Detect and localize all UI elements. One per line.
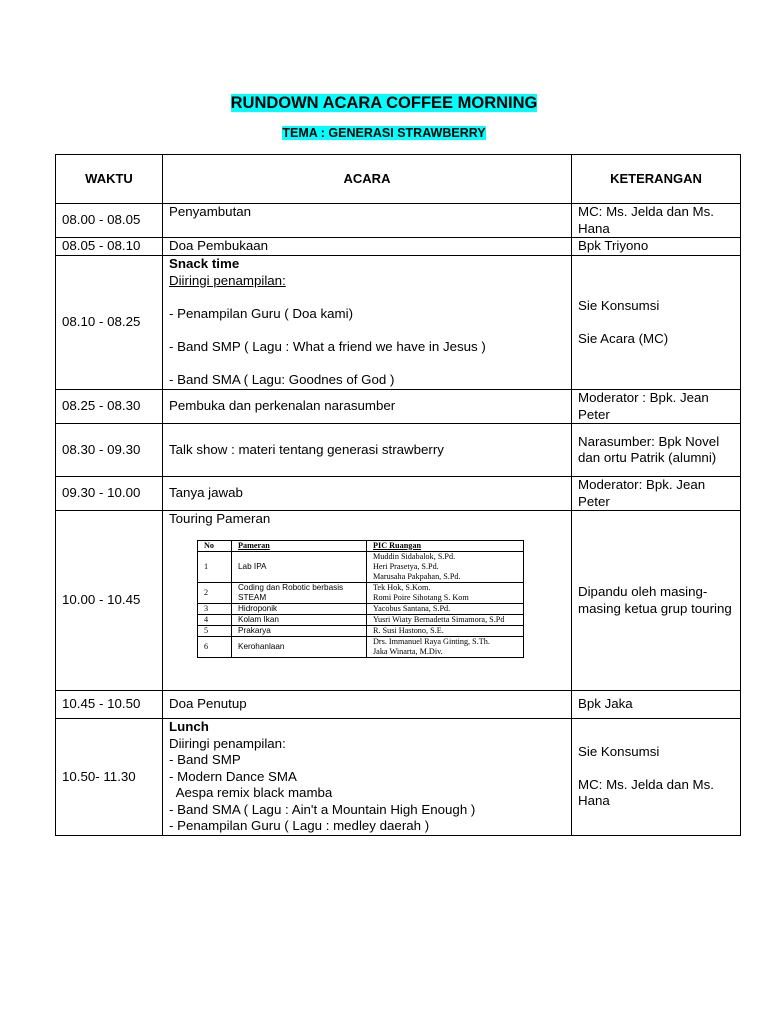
pameran-name: Prakarya: [232, 625, 367, 636]
acara-heading: Touring Pameran: [169, 511, 271, 526]
pic-name: Muddin Sidabalok, S.Pd.: [373, 551, 456, 561]
pameran-row: [198, 636, 524, 657]
pic-name: Heri Prasetya, S.Pd.: [373, 561, 439, 571]
pameran-name: Hidroponik: [232, 603, 367, 614]
header-waktu: WAKTU: [56, 155, 163, 204]
keterangan-cell: [572, 256, 741, 390]
pameran-row: [198, 551, 524, 582]
table-row: [56, 511, 741, 691]
table-row: [56, 691, 741, 719]
time-cell: 08.30 - 09.30: [56, 424, 163, 477]
pameran-row: [198, 582, 524, 603]
acara-heading: Snack time: [169, 256, 240, 271]
pameran-pic: Yusri Wiaty Bernadetta Simamora, S.Pd: [367, 614, 524, 625]
time-cell: 08.10 - 08.25: [56, 256, 163, 390]
pameran-row: [198, 625, 524, 636]
list-item: - Band SMP: [169, 752, 241, 767]
list-item: Aespa remix black mamba: [169, 785, 333, 800]
pic-name: Tek Hok, S.Kom.: [373, 582, 431, 592]
acara-cell: [163, 719, 572, 836]
table-row: [56, 390, 741, 424]
acara-subheading: Diiringi penampilan:: [169, 272, 286, 288]
rundown-table: [55, 154, 741, 836]
pameran-no: 4: [198, 614, 232, 625]
keterangan-cell: Moderator : Bpk. Jean Peter: [572, 390, 741, 424]
pic-name: Marusaha Pakpahan, S.Pd.: [373, 571, 461, 581]
document-subtitle: TEMA : GENERASI STRAWBERRY: [282, 126, 486, 140]
pic-name: Jaka Winarta, M.Div.: [373, 646, 443, 656]
pameran-name: Lab IPA: [232, 551, 367, 582]
pameran-no: 2: [198, 582, 232, 603]
acara-subheading: Diiringi penampilan:: [169, 735, 286, 751]
time-cell: 10.50- 11.30: [56, 719, 163, 836]
pameran-pic: [367, 636, 524, 657]
list-item: - Band SMA ( Lagu : Ain't a Mountain High Enough ): [169, 801, 476, 817]
keterangan-line: MC: Ms. Jelda dan Ms. Hana: [578, 776, 714, 809]
acara-cell: [163, 511, 572, 691]
list-item: - Band SMP ( Lagu : What a friend we have in Jesus ): [169, 338, 486, 354]
pameran-header-pic: PIC Ruangan: [367, 540, 524, 551]
acara-cell: [163, 256, 572, 390]
acara-cell: Doa Pembukaan: [163, 238, 572, 256]
time-cell: 10.00 - 10.45: [56, 511, 163, 691]
keterangan-cell: MC: Ms. Jelda dan Ms. Hana: [572, 204, 741, 238]
pameran-header-no: No: [198, 540, 232, 551]
pic-name: Romi Poire Sihotang S. Kom: [373, 592, 469, 602]
acara-cell: Pembuka dan perkenalan narasumber: [163, 390, 572, 424]
acara-heading: Lunch: [169, 719, 209, 734]
time-cell: 08.00 - 08.05: [56, 204, 163, 238]
table-row: [56, 204, 741, 238]
pameran-table: [197, 540, 524, 658]
list-item: - Band SMA ( Lagu: Goodnes of God ): [169, 371, 395, 387]
pameran-name: Kolam Ikan: [232, 614, 367, 625]
pameran-row: [198, 614, 524, 625]
pameran-name: Coding dan Robotic berbasis STEAM: [232, 582, 367, 603]
header-acara: ACARA: [163, 155, 572, 204]
keterangan-cell: Moderator: Bpk. Jean Peter: [572, 477, 741, 511]
list-item: - Modern Dance SMA: [169, 768, 297, 784]
list-item: - Penampilan Guru ( Doa kami): [169, 305, 354, 321]
header-row: [56, 155, 741, 204]
acara-cell: Doa Penutup: [163, 691, 572, 719]
time-cell: 10.45 - 10.50: [56, 691, 163, 719]
keterangan-cell: Narasumber: Bpk Novel dan ortu Patrik (alumni): [572, 424, 741, 477]
pameran-pic: [367, 582, 524, 603]
keterangan-cell: [572, 719, 741, 836]
pameran-no: 5: [198, 625, 232, 636]
table-row: [56, 238, 741, 256]
table-row: [56, 477, 741, 511]
pameran-no: 6: [198, 636, 232, 657]
pameran-no: 3: [198, 603, 232, 614]
pameran-pic: [367, 551, 524, 582]
pic-name: Drs. Immanuel Raya Ginting, S.Th.: [373, 636, 490, 646]
pameran-row: [198, 603, 524, 614]
keterangan-line: Sie Konsumsi: [578, 743, 660, 759]
keterangan-cell: Dipandu oleh masing-masing ketua grup touring: [572, 511, 741, 691]
keterangan-cell: Bpk Triyono: [572, 238, 741, 256]
acara-cell: Penyambutan: [163, 204, 572, 238]
keterangan-cell: Bpk Jaka: [572, 691, 741, 719]
keterangan-line: Sie Konsumsi: [578, 297, 660, 313]
acara-cell: Tanya jawab: [163, 477, 572, 511]
pameran-pic: Yacobus Santana, S.Pd.: [367, 603, 524, 614]
pameran-name: Kerohanlaan: [232, 636, 367, 657]
document-title: RUNDOWN ACARA COFFEE MORNING: [230, 94, 538, 112]
header-keterangan: KETERANGAN: [572, 155, 741, 204]
pameran-no: 1: [198, 551, 232, 582]
table-row: [56, 719, 741, 836]
pameran-header-name: Pameran: [232, 540, 367, 551]
table-row: [56, 256, 741, 390]
time-cell: 08.25 - 08.30: [56, 390, 163, 424]
list-item: - Penampilan Guru ( Lagu : medley daerah ): [169, 818, 430, 833]
time-cell: 08.05 - 08.10: [56, 238, 163, 256]
acara-cell: Talk show : materi tentang generasi strawberry: [163, 424, 572, 477]
keterangan-line: Sie Acara (MC): [578, 330, 669, 346]
table-row: [56, 424, 741, 477]
pameran-header-row: [198, 540, 524, 551]
time-cell: 09.30 - 10.00: [56, 477, 163, 511]
pameran-pic: R. Susi Hastono, S.E.: [367, 625, 524, 636]
